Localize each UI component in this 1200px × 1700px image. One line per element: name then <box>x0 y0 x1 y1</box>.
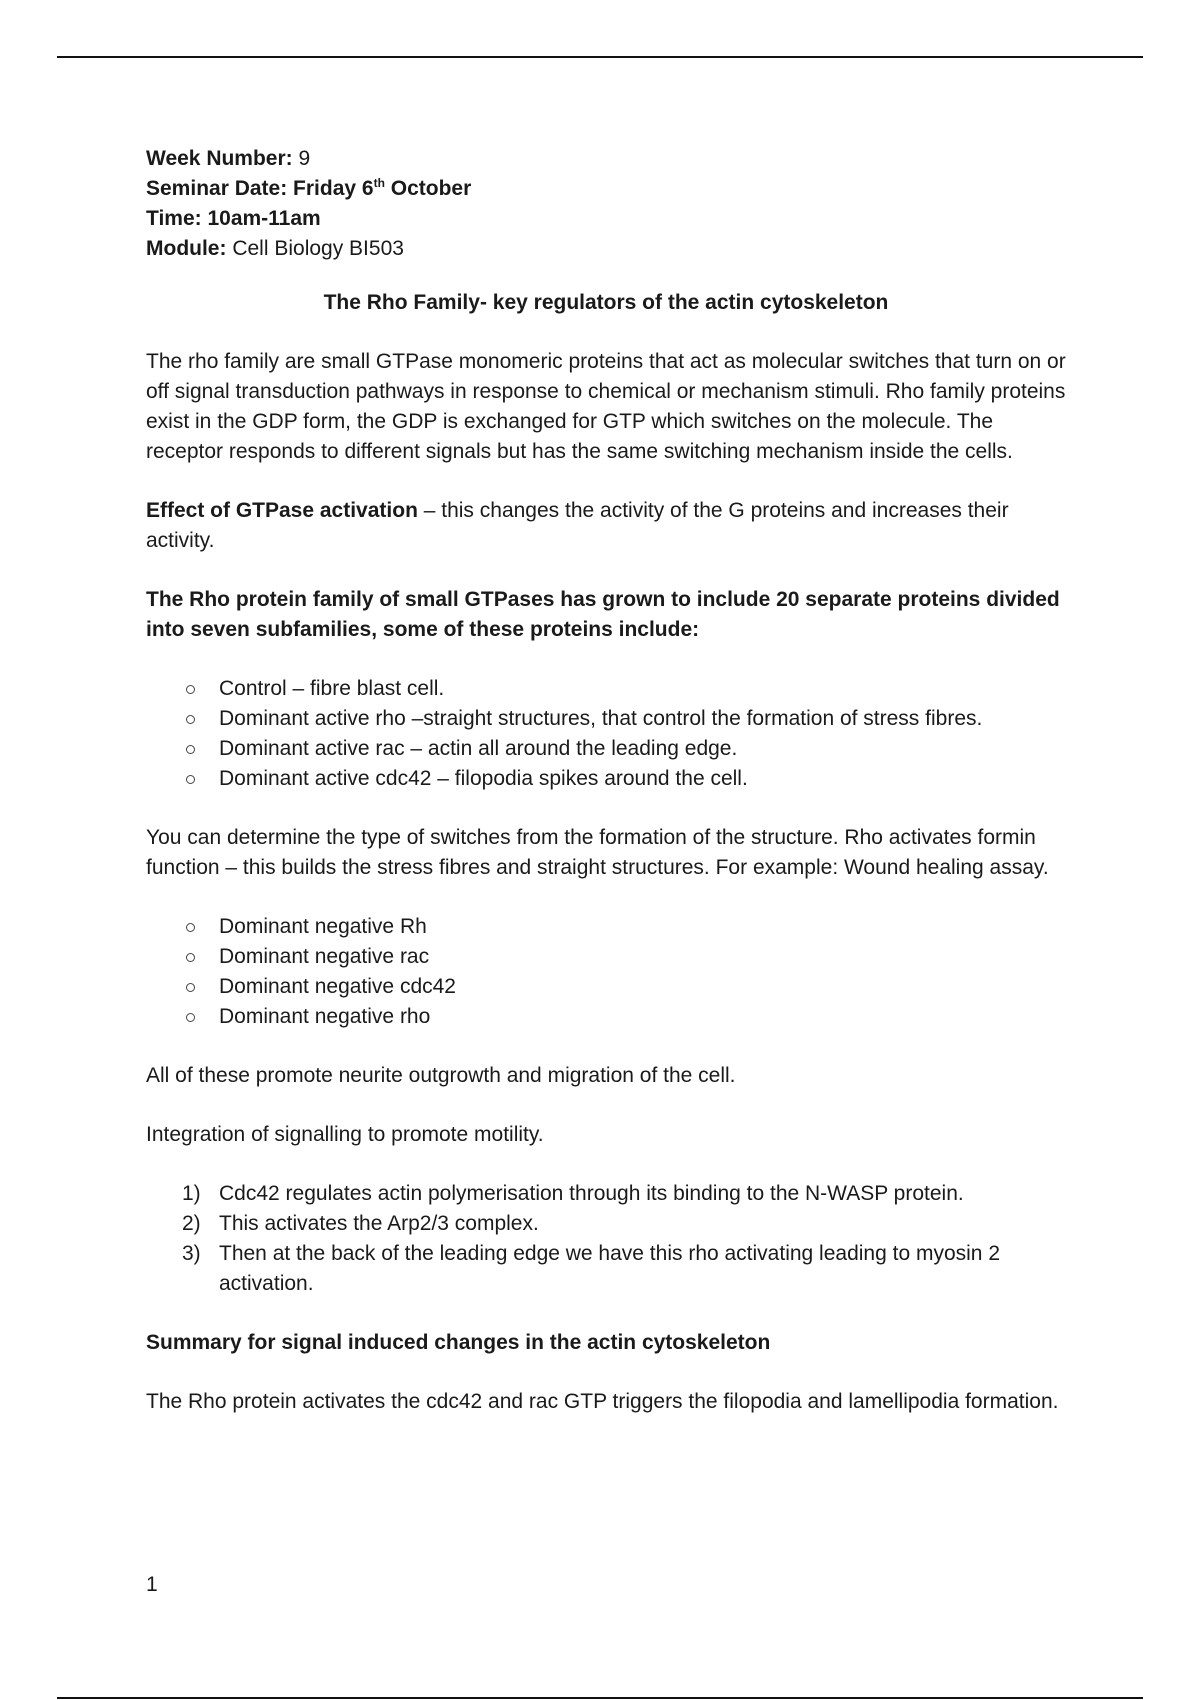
steps-list <box>146 1179 1066 1299</box>
step-marker: 2) <box>182 1212 201 1235</box>
list-item: Dominant negative rho <box>186 1002 1066 1032</box>
summary-heading-text: Summary for signal induced changes in the actin cytoskeleton <box>146 1331 771 1354</box>
family-heading <box>146 585 1066 645</box>
step-text: Then at the back of the leading edge we have this rho activating leading to myosin 2 activation. <box>219 1242 1000 1295</box>
list-item: Dominant negative Rh <box>186 912 1066 942</box>
family-heading-text: The Rho protein family of small GTPases has grown to include 20 separate proteins divided into seven subfamilies, some of these proteins include: <box>146 588 1060 641</box>
time-text: Time: 10am-11am <box>146 207 321 230</box>
document-body <box>146 144 1066 1417</box>
summary-paragraph: The Rho protein activates the cdc42 and rac GTP triggers the filopodia and lamellipodia formation. <box>146 1390 1059 1413</box>
seminar-date-line <box>146 174 1066 204</box>
promote-paragraph: All of these promote neurite outgrowth and migration of the cell. <box>146 1064 736 1087</box>
effect-text: – this changes the activity of the G proteins and increases their activity. <box>146 499 1009 552</box>
effect-label: Effect of GTPase activation <box>146 499 418 522</box>
list-item <box>182 1209 1066 1239</box>
effect-paragraph <box>146 496 1066 556</box>
list-item: Dominant active cdc42 – filopodia spikes around the cell. <box>186 764 1066 794</box>
step-marker: 1) <box>182 1182 201 1205</box>
header-rule <box>57 56 1143 58</box>
list-item: Dominant active rho –straight structures, that control the formation of stress fibres. <box>186 704 1066 734</box>
page-number: 1 <box>146 1573 158 1596</box>
week-value: 9 <box>298 147 311 170</box>
list-item: Control – fibre blast cell. <box>186 674 1066 704</box>
week-number-line <box>146 144 1066 174</box>
seminar-label: Seminar Date: Friday 6 <box>146 177 374 200</box>
week-label: Week Number: <box>146 147 293 170</box>
list-item: Dominant negative cdc42 <box>186 972 1066 1002</box>
negative-list <box>146 912 1066 1032</box>
step-text: Cdc42 regulates actin polymerisation through its binding to the N-WASP protein. <box>219 1182 964 1205</box>
integration-paragraph: Integration of signalling to promote motility. <box>146 1123 544 1146</box>
summary-heading <box>146 1328 1066 1358</box>
active-list <box>146 674 1066 794</box>
footer-rule <box>57 1697 1143 1699</box>
module-label: Module: <box>146 237 227 260</box>
list-item: Dominant active rac – actin all around the leading edge. <box>186 734 1066 764</box>
seminar-month: October <box>390 177 472 200</box>
intro-paragraph: The rho family are small GTPase monomeric proteins that act as molecular switches that turn on or off signal transduction pathways in response to chemical or mechanism stimuli. Rho family proteins exist in the GDP form, the GDP is exchanged for GTP which switches on the molecule. The receptor responds to different signals but has the same switching mechanism inside the cells. <box>146 350 1066 463</box>
module-line <box>146 234 1066 264</box>
switches-paragraph: You can determine the type of switches from the formation of the structure. Rho activates formin function – this builds the stress fibres and straight structures. For example: Wound healing assay. <box>146 826 1049 879</box>
step-marker: 3) <box>182 1242 201 1265</box>
list-item: Dominant negative rac <box>186 942 1066 972</box>
time-line <box>146 204 1066 234</box>
step-text: This activates the Arp2/3 complex. <box>219 1212 539 1235</box>
module-value: Cell Biology BI503 <box>232 237 404 260</box>
document-title: The Rho Family- key regulators of the actin cytoskeleton <box>323 291 889 314</box>
list-item <box>182 1179 1066 1209</box>
seminar-date-suffix: th <box>373 176 385 190</box>
list-item <box>182 1239 1066 1299</box>
